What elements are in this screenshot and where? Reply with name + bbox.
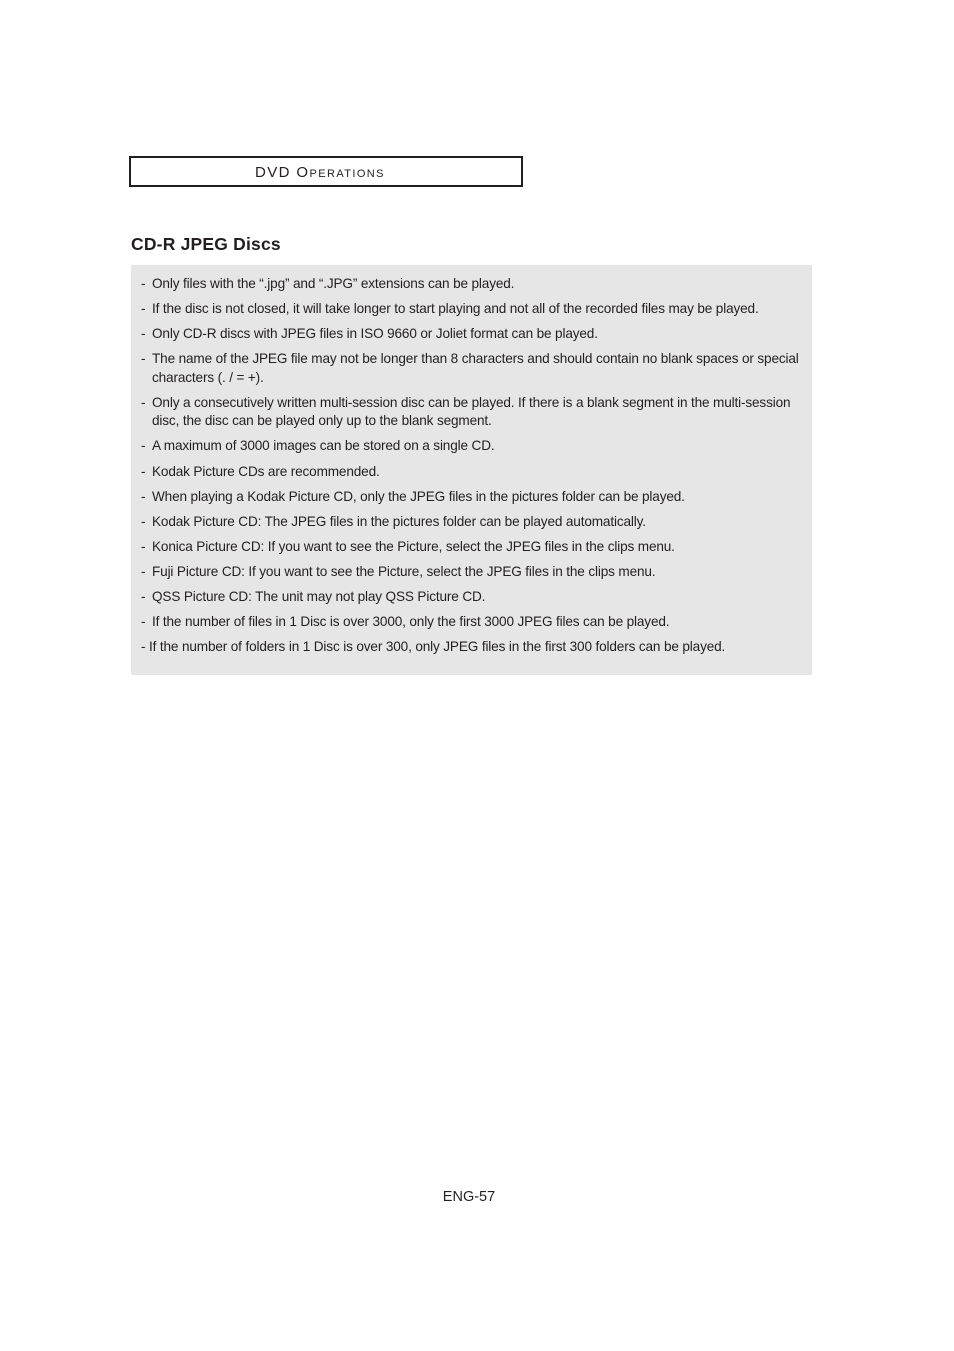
section-header-box (129, 156, 523, 187)
list-item: - When playing a Kodak Picture CD, only the JPEG files in the pictures folder can be played. (131, 488, 802, 507)
list-item: - If the number of files in 1 Disc is over 3000, only the first 3000 JPEG files can be played. (131, 613, 802, 632)
list-item: - The name of the JPEG file may not be longer than 8 characters and should contain no blank spaces or special characters (. / = +). (131, 350, 802, 387)
list-item: - Only CD-R discs with JPEG files in ISO 9660 or Joliet format can be played. (131, 325, 802, 344)
list-item: - If the disc is not closed, it will take longer to start playing and not all of the recorded files may be played. (131, 300, 802, 319)
list-item: - Only files with the “.jpg” and “.JPG” extensions can be played. (131, 275, 802, 294)
list-item: - QSS Picture CD: The unit may not play QSS Picture CD. (131, 588, 802, 607)
section-title: DVD Operations (255, 164, 385, 181)
list-item: - Konica Picture CD: If you want to see the Picture, select the JPEG files in the clips menu. (131, 538, 802, 557)
list-item: - Fuji Picture CD: If you want to see the Picture, select the JPEG files in the clips menu. (131, 563, 802, 582)
list-item: - If the number of folders in 1 Disc is over 300, only JPEG files in the first 300 folders can be played. (141, 639, 726, 655)
notes-list (131, 275, 802, 657)
list-item: - Kodak Picture CDs are recommended. (131, 463, 802, 482)
list-item: - A maximum of 3000 images can be stored on a single CD. (131, 437, 802, 456)
list-item: - Only a consecutively written multi-session disc can be played. If there is a blank segment in the multi-session disc, the disc can be played only up to the blank segment. (131, 394, 802, 431)
notes-box (131, 265, 812, 675)
page-title: CD-R JPEG Discs (131, 234, 281, 254)
list-item: - Kodak Picture CD: The JPEG files in the pictures folder can be played automatically. (131, 513, 802, 532)
page-number: ENG-57 (442, 1189, 496, 1205)
